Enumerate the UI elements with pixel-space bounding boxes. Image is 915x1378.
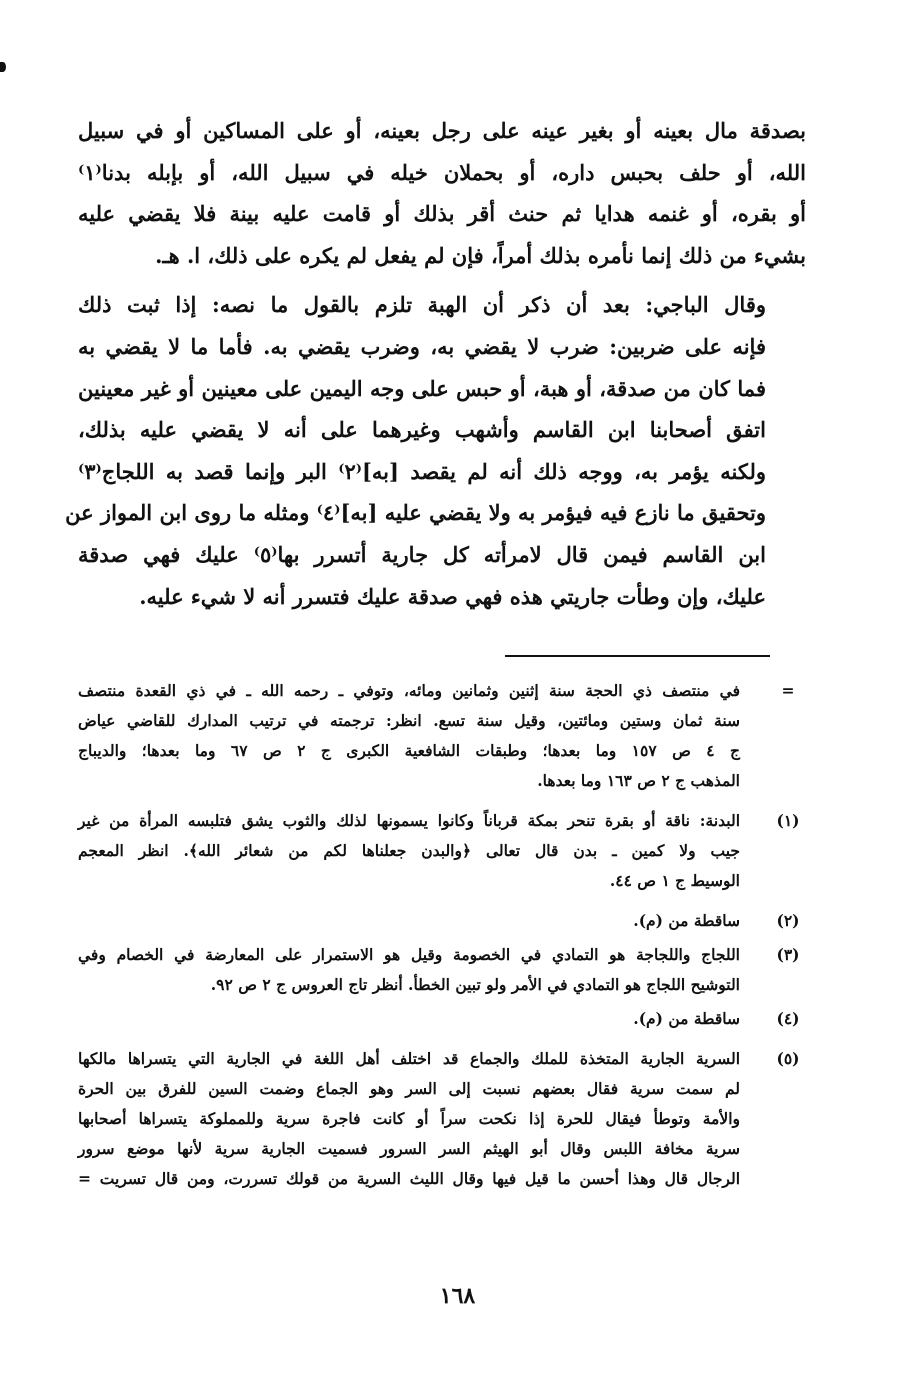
- text-line: بصدقة مال بعينه أو بغير عينه على رجل بعينه، أو على المساكين أو في سبيل: [78, 118, 806, 143]
- text-line: فما كان من صدقة، أو هبة، أو حبس على وجه اليمين على معينين أو غير معينين: [78, 375, 766, 401]
- footnote-text: [78, 906, 740, 936]
- footnotes: [78, 676, 818, 1204]
- footnote-text: [78, 1044, 740, 1194]
- footnote-text: [78, 806, 740, 896]
- text-line: وقال الباجي: بعد أن ذكر أن الهبة تلزم بالقول ما نصه: إذا ثبت ذلك: [78, 292, 766, 318]
- footnote-3: [78, 940, 818, 1000]
- paragraph-1: [78, 110, 806, 276]
- footnote-line: في منتصف ذي الحجة سنة إثنين وثمانين ومائه، وتوفي ـ رحمه الله ـ في ذي القعدة منتصف: [78, 681, 740, 700]
- footnote-line: لم سمت سرية فقال بعضهم نسبت إلى السر وهو الجماع وضمت السين للفرق بين الحرة: [78, 1079, 740, 1098]
- text-line: وتحقيق ما نازع فيه فيؤمر به ولا يقضي عليه [به]⁽٤⁾ ومثله ما روى ابن المواز عن: [65, 500, 766, 526]
- footnote-line: سرية مخافة اللبس وقال أبو الهيثم السر السرور فسميت الجارية سرية لأنها موضع سرور: [78, 1139, 740, 1158]
- footnote-marker: =: [781, 681, 795, 700]
- footnote-line: السرية الجارية المتخذة للملك والجماع قد اختلف أهل اللغة في الجارية التي يتسراها مالكها: [78, 1049, 740, 1068]
- page-number: ١٦٨: [439, 1283, 476, 1309]
- text-line: فإنه على ضربين: ضرب لا يقضي به، وضرب يقضي به. فأما ما لا يقضي به: [78, 333, 766, 359]
- footnote-marker: (٥): [776, 1049, 800, 1068]
- paragraph-2: [65, 284, 806, 617]
- text-line: ابن القاسم فيمن قال لامرأته كل جارية أتسرر بها⁽٥⁾ عليك فهي صدقة: [78, 541, 766, 567]
- footnote-line: ساقطة من (م).: [633, 911, 740, 930]
- footnote-marker: (٤): [776, 1009, 800, 1028]
- footnote-line: الرجال قال وهذا أحسن ما قيل فيها وقال الليث السرية من قولك تسررت، ومن قال تسريت =: [78, 1169, 740, 1188]
- footnote-line: اللجاج واللجاجة هو التمادي في الخصومة وقيل هو الاستمرار على المعارضة في الخصام وفي: [78, 945, 740, 964]
- footnote-2: [78, 906, 818, 936]
- footnote-line: الوسيط ج ١ ص ٤٤.: [609, 871, 740, 890]
- footnote-4: [78, 1004, 818, 1034]
- margin-mark: [0, 62, 6, 72]
- text-line: بشيء من ذلك إنما نأمره بذلك أمراً، فإن لم يفعل لم يكره على ذلك، ا. هـ.: [155, 242, 806, 268]
- main-text: [65, 110, 806, 617]
- text-line: الله، أو حلف بحبس داره، أو بحملان خيله في سبيل الله، أو بإبله بدنا⁽١⁾: [78, 159, 806, 185]
- footnote-text: [78, 1004, 740, 1034]
- text-line: عليك، وإن وطأت جاريتي هذه فهي صدقة عليك فتسرر أنه لا شيء عليه.: [139, 583, 766, 609]
- footnote-line: ساقطة من (م).: [633, 1009, 740, 1028]
- footnote-line: سنة ثمان وستين ومائتين، وقيل سنة تسع. انظر: ترجمته في ترتيب المدارك للقاضي عياض: [78, 711, 740, 730]
- footnote-line: والأمة وتوطأ فيقال للحرة إذا نكحت سراً أو كانت فاجرة سرية وللمملوكة يتسراها أصحابها: [78, 1109, 740, 1128]
- footnote-line: البدنة: ناقة أو بقرة تنحر بمكة قرباناً وكانوا يسمونها لذلك والثوب يشق فتلبسه المرأة من غير: [78, 811, 740, 830]
- footnote-text: [78, 676, 740, 796]
- footnote-line: ج ٤ ص ١٥٧ وما بعدها؛ وطبقات الشافعية الكبرى ج ٢ ص ٦٧ وما بعدها؛ والديباج: [78, 741, 740, 760]
- footnote-line: التوشيح اللجاج هو التمادي في الأمر ولو تبين الخطأ. أنظر تاج العروس ج ٢ ص ٩٢.: [210, 975, 740, 994]
- text-line: أو بقره، أو غنمه هدايا ثم حنث أقر بذلك أو قامت عليه بينة فلا يقضي عليه: [78, 201, 806, 227]
- text-line: اتفق أصحابنا ابن القاسم وأشهب وغيرهما على أنه لا يقضي عليه بذلك،: [78, 417, 766, 443]
- footnote-5: [78, 1044, 818, 1194]
- footnote-text: [78, 940, 740, 1000]
- text-line: ولكنه يؤمر به، ووجه ذلك أنه لم يقصد [به]⁽٢⁾ البر وإنما قصد به اللجاج⁽٣⁾: [78, 458, 766, 484]
- footnote-marker: (٢): [776, 911, 800, 930]
- footnote-marker: (١): [776, 811, 800, 830]
- footnote-continuation: [78, 676, 818, 796]
- footnote-line: جيب ولا كمين ـ بدن قال تعالى ﴿والبدن جعلناها لكم من شعائر الله﴾. انظر المعجم: [78, 841, 740, 860]
- footnote-1: [78, 806, 818, 896]
- footnote-marker: (٣): [776, 945, 800, 964]
- footnote-divider: [505, 655, 770, 657]
- footnote-line: المذهب ج ٢ ص ١٦٣ وما بعدها.: [537, 771, 740, 790]
